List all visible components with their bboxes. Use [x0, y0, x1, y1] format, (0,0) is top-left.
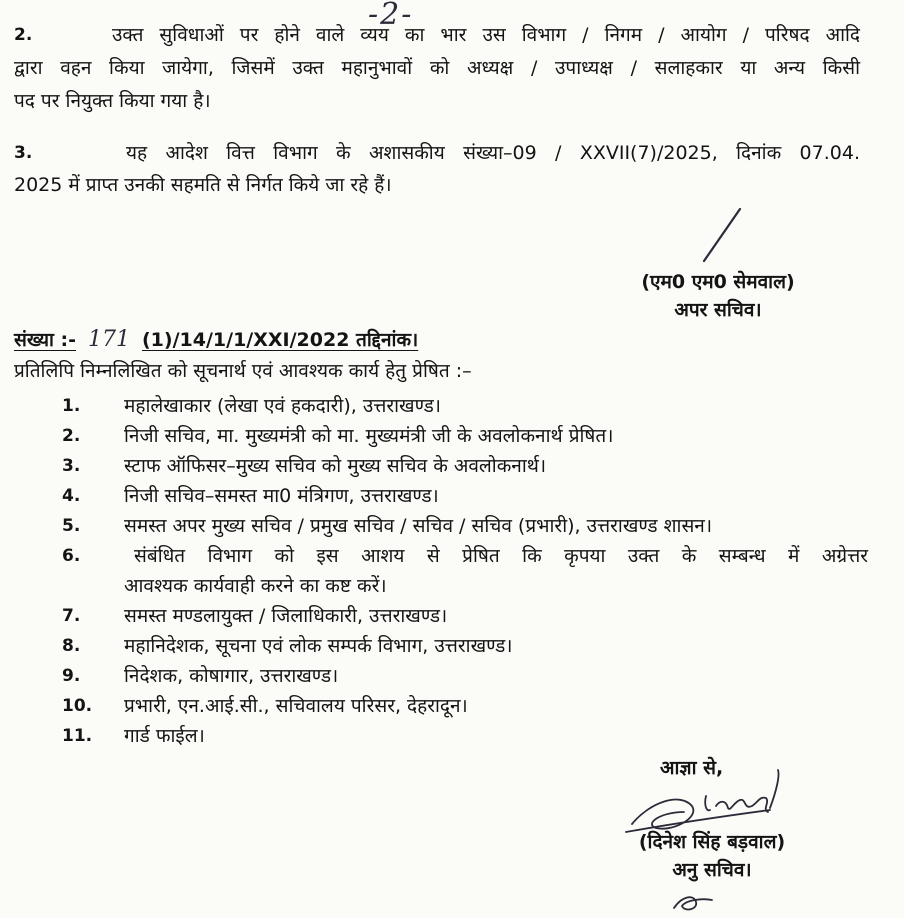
reference-line [14, 326, 418, 354]
copy-item-text: स्टाफ ऑफिसर–मुख्य सचिव को मुख्य सचिव के अवलोकनार्थ। [124, 455, 547, 477]
copy-item-text: समस्त मण्डलायुक्त / जिलाधिकारी, उत्तराखण्ड। [124, 605, 448, 627]
signatory-2-name: (दिनेश सिंह बड़वाल) [638, 831, 786, 853]
copy-item-number: 10. [62, 696, 93, 716]
reference-label: संख्या :- [14, 329, 76, 351]
signature-stroke-1 [690, 205, 750, 265]
copy-item-text: निदेशक, कोषागार, उत्तराखण्ड। [124, 665, 339, 687]
copy-item-text: निजी सचिव–समस्त मा0 मंत्रिगण, उत्तराखण्ड। [124, 485, 439, 507]
copy-item-number: 6. [62, 546, 81, 566]
copy-item-text: समस्त अपर मुख्य सचिव / प्रमुख सचिव / सचिव / सचिव (प्रभारी), उत्तराखण्ड शासन। [124, 515, 713, 537]
copy-item-text: संबंधित विभाग को इस आशय से प्रेषित कि कृपया उक्त के सम्बन्ध में अग्रेत्तर [134, 545, 868, 567]
para-3-number: 3. [14, 143, 33, 163]
copy-item-text: प्रभारी, एन.आई.सी., सचिवालय परिसर, देहरादून। [124, 695, 468, 717]
para-2-line-2: द्वारा वहन किया जायेगा, जिसमें उक्त महानुभावों को अध्यक्ष / उपाध्यक्ष / सलाहकार या अन्य किसी [14, 57, 860, 79]
copy-intro: प्रतिलिपि निम्नलिखित को सूचनार्थ एवं आवश्यक कार्य हेतु प्रेषित :– [14, 360, 472, 382]
para-3-line-2: 2025 में प्राप्त उनकी सहमति से निर्गत किये जा रहे हैं। [14, 174, 392, 196]
para-3-line-1: यह आदेश वित्त विभाग के अशासकीय संख्या–09 / XXVII(7)/2025, दिनांक 07.04. [126, 142, 860, 164]
para-2-line-3: पद पर नियुक्त किया गया है। [14, 90, 211, 112]
para-2-number: 2. [14, 25, 33, 45]
copy-item-text: महालेखाकार (लेखा एवं हकदारी), उत्तराखण्ड। [124, 395, 441, 417]
signatory-1-designation: अपर सचिव। [674, 299, 762, 321]
copy-item-number: 1. [62, 396, 81, 416]
copy-item-number: 5. [62, 516, 81, 536]
signatory-1-name: (एम0 एम0 सेमवाल) [641, 271, 795, 293]
para-2-line-1: उक्त सुविधाओं पर होने वाले व्यय का भार उस विभाग / निगम / आयोग / परिषद आदि [112, 24, 860, 46]
order-text: आज्ञा से, [660, 757, 724, 779]
copy-item-text: निजी सचिव, मा. मुख्यमंत्री को मा. मुख्यमंत्री जी के अवलोकनार्थ प्रेषित। [124, 425, 614, 447]
handwritten-page-number: -2- [368, 0, 414, 32]
copy-item-number: 8. [62, 636, 81, 656]
copy-item-number: 7. [62, 606, 81, 626]
reference-rest: (1)/14/1/1/XXI/2022 तद्दिनांक। [142, 329, 419, 351]
copy-item-text-continued: आवश्यक कार्यवाही करने का कष्ट करें। [124, 575, 387, 597]
copy-item-text: महानिदेशक, सूचना एवं लोक सम्पर्क विभाग, उत्तराखण्ड। [124, 635, 513, 657]
signatory-2-designation: अनु सचिव। [672, 859, 752, 881]
pen-initial-mark [670, 890, 716, 914]
copy-item-number: 9. [62, 666, 81, 686]
signatory-2 [596, 828, 828, 884]
copy-item-text: गार्ड फाईल। [124, 725, 205, 747]
copy-item-number: 11. [62, 726, 93, 746]
copy-item-number: 2. [62, 426, 81, 446]
copy-item-number: 4. [62, 486, 81, 506]
signatory-1 [600, 268, 836, 324]
reference-handwritten-number: 171 [88, 327, 130, 352]
copy-item-number: 3. [62, 456, 81, 476]
